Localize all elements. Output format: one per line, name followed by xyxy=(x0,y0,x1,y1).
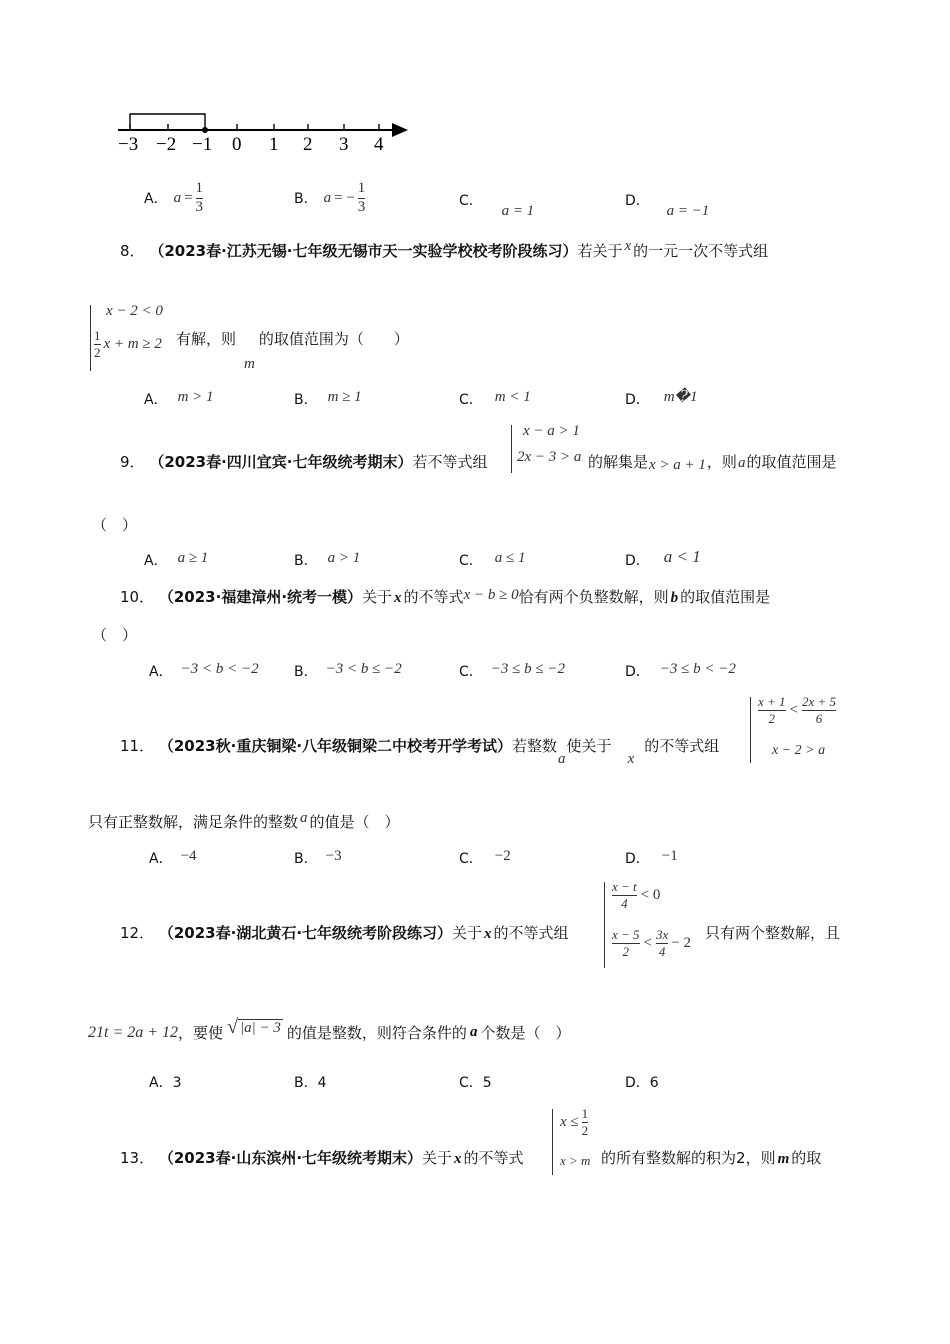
frac-den: 4 xyxy=(658,943,666,959)
q12-stem xyxy=(120,922,569,943)
stem-text: 若关于 xyxy=(577,242,623,260)
stem-text: 的不等式 xyxy=(463,1149,524,1167)
option-expr: m < 1 xyxy=(494,389,531,405)
q12-option-b[interactable] xyxy=(294,1072,327,1092)
option-expr: a > 1 xyxy=(327,550,361,566)
q11-option-a[interactable] xyxy=(149,848,197,868)
q10-option-b[interactable] xyxy=(294,661,402,681)
tick-label: 2 xyxy=(303,134,313,155)
stem-text: ，要使 xyxy=(178,1024,224,1042)
option-fraction xyxy=(358,181,366,216)
stem-text: 关于 xyxy=(362,588,393,606)
answer-paren: （ ） xyxy=(92,626,138,644)
option-expr: m > 1 xyxy=(177,389,214,405)
frac-den: 3 xyxy=(195,198,204,215)
frac-num: 1 xyxy=(94,328,101,343)
q8-stem xyxy=(120,240,768,261)
option-expr: −1 xyxy=(661,848,678,864)
option-label: D． xyxy=(625,664,650,680)
q9-stem xyxy=(120,451,488,472)
question-source: （2023春·湖北黄石·七年级统考阶段练习） xyxy=(158,924,453,942)
option-expr: −4 xyxy=(180,848,197,864)
q12-stem-tail: 只有两个整数解，且 xyxy=(705,924,841,942)
system-line: 2x − 3 > a xyxy=(517,449,582,465)
system-line: x ≤ xyxy=(560,1113,579,1130)
stem-text: 的不等式 xyxy=(403,588,464,606)
sqrt-sign: √ xyxy=(227,1015,239,1038)
frac-den: 3 xyxy=(357,198,366,215)
frac-num: 1 xyxy=(195,179,204,196)
option-rel: = xyxy=(184,189,193,206)
option-value: 4 xyxy=(317,1075,327,1091)
frac-num: x − t xyxy=(612,879,637,894)
option-label: C． xyxy=(459,851,483,867)
product-value: 2 xyxy=(736,1149,746,1167)
option-label: B． xyxy=(294,664,318,680)
q13-stem-tail xyxy=(601,1147,821,1168)
option-var: a xyxy=(323,189,332,206)
option-label: A． xyxy=(144,553,168,569)
system-line: x − a > 1 xyxy=(523,423,580,439)
stem-text: 的取值范围是 xyxy=(746,453,837,471)
q7-option-c[interactable] xyxy=(459,190,535,219)
var-a: a xyxy=(469,1024,478,1040)
stem-text: 关于 xyxy=(452,924,483,942)
frac-den: 2 xyxy=(622,943,630,959)
stem-text: 使关于 xyxy=(566,737,612,755)
stem-text: 的取值范围为（ ） xyxy=(258,330,409,348)
q13-system xyxy=(552,1107,602,1177)
stem-text: 有解，则 xyxy=(176,330,237,348)
q12-option-a[interactable] xyxy=(149,1072,182,1092)
system-line: x + m ≥ 2 xyxy=(103,335,162,352)
option-expr: −3 < b ≤ −2 xyxy=(325,661,402,677)
system-line: x − 2 > a xyxy=(772,743,826,758)
stem-text: 的不等式组 xyxy=(644,737,720,755)
q11-option-b[interactable] xyxy=(294,848,342,868)
question-source: （2023春·四川宜宾·七年级统考期末） xyxy=(149,453,413,471)
option-label: C． xyxy=(459,553,483,569)
tick-label: 0 xyxy=(232,134,242,155)
q9-option-a[interactable] xyxy=(144,550,208,570)
stem-text: 恰有两个负整数解，则 xyxy=(518,588,669,606)
stem-text: 若整数 xyxy=(512,737,558,755)
var-m: m xyxy=(777,1151,790,1167)
var-a: a xyxy=(737,455,746,471)
option-expr: −2 xyxy=(494,848,511,864)
q7-option-b[interactable] xyxy=(294,178,365,218)
q8-after-system xyxy=(176,328,409,372)
q11-system xyxy=(750,695,860,765)
option-expr: a < 1 xyxy=(663,547,701,566)
system-rel: < xyxy=(789,701,799,718)
system-fraction xyxy=(802,695,836,725)
var-x: x xyxy=(394,590,402,606)
q11-stem xyxy=(120,735,720,767)
frac-num: x + 1 xyxy=(758,694,786,709)
var-x: x xyxy=(484,926,492,942)
option-label: D． xyxy=(625,193,650,209)
var-a: a xyxy=(300,810,308,826)
option-label: A． xyxy=(144,392,168,408)
tick-label: −3 xyxy=(118,134,139,155)
stem-text: 个数是（ ） xyxy=(480,1024,571,1042)
system-fraction xyxy=(94,329,101,359)
question-number: 13． xyxy=(120,1149,155,1167)
q8-system xyxy=(90,303,180,373)
var-x: x xyxy=(624,238,632,254)
tick-label: 4 xyxy=(374,134,384,155)
stem-text: 若不等式组 xyxy=(412,453,488,471)
option-label: B． xyxy=(294,553,318,569)
stem-text: 的不等式组 xyxy=(493,924,569,942)
frac-den: 6 xyxy=(815,710,823,726)
option-label: D． xyxy=(625,553,650,569)
var-x: x xyxy=(454,1151,462,1167)
option-label: C． xyxy=(459,664,483,680)
q9-system xyxy=(511,423,591,475)
stem-text: 的值是（ ） xyxy=(309,813,400,831)
option-expr: m�1 xyxy=(663,389,698,405)
var-a: a xyxy=(558,751,566,767)
tick-label: −1 xyxy=(192,134,213,155)
option-expr: −3 ≤ b < −2 xyxy=(659,661,736,677)
q13-stem xyxy=(120,1147,524,1168)
question-source: （2023秋·重庆铜梁·八年级铜梁二中校考开学考试） xyxy=(158,737,513,755)
option-var: a xyxy=(173,189,182,206)
q9-stem-tail xyxy=(588,451,836,472)
q10-option-c[interactable] xyxy=(459,661,565,681)
q10-option-d[interactable] xyxy=(625,661,736,681)
option-expr: a = 1 xyxy=(501,203,535,219)
q11-option-c[interactable] xyxy=(459,848,511,868)
q11-line2 xyxy=(88,811,400,832)
q11-option-d[interactable] xyxy=(625,848,678,868)
option-value: 6 xyxy=(649,1075,659,1091)
option-label: C． xyxy=(459,1075,483,1091)
answer-paren: （ ） xyxy=(92,516,138,534)
option-label: A． xyxy=(149,664,173,680)
frac-num: 1 xyxy=(581,1106,589,1121)
option-label: C． xyxy=(459,392,483,408)
q12-option-d[interactable] xyxy=(625,1072,659,1092)
option-expr: a ≥ 1 xyxy=(177,550,209,566)
q12-option-c[interactable] xyxy=(459,1072,492,1092)
option-fraction xyxy=(196,181,204,216)
frac-num: 3x xyxy=(656,927,669,942)
stem-text: 的所有整数解的积为 xyxy=(601,1149,737,1167)
q8-option-d[interactable] xyxy=(625,389,698,409)
question-number: 12． xyxy=(120,924,155,942)
system-rel: < xyxy=(643,934,653,951)
stem-text: ，则 xyxy=(706,453,737,471)
q9-option-b[interactable] xyxy=(294,550,360,570)
frac-num: 1 xyxy=(357,179,366,196)
solution-expr: x > a + 1 xyxy=(649,457,706,473)
option-label: D． xyxy=(625,392,650,408)
system-fraction xyxy=(612,880,637,910)
stem-text: 的一元一次不等式组 xyxy=(633,242,769,260)
sqrt-expression xyxy=(227,1017,283,1037)
stem-text: 的取 xyxy=(791,1149,822,1167)
option-expr: −3 xyxy=(325,848,342,864)
q9-option-d[interactable] xyxy=(625,547,701,570)
stem-text: 的值是整数，则符合条件的 xyxy=(286,1024,467,1042)
frac-num: x − 5 xyxy=(612,927,640,942)
stem-text: 的解集是 xyxy=(588,453,649,471)
option-label: D． xyxy=(625,1075,650,1091)
question-source: （2023春·江苏无锡·七年级无锡市天一实验学校校考阶段练习） xyxy=(149,242,578,260)
frac-den: 4 xyxy=(621,895,628,911)
option-label: B． xyxy=(294,851,318,867)
question-source: （2023·福建漳州·统考一模） xyxy=(158,588,363,606)
system-rel: < 0 xyxy=(640,886,661,903)
option-label: A． xyxy=(149,1075,173,1091)
q8-option-c[interactable] xyxy=(459,389,531,409)
var-b: b xyxy=(670,590,679,606)
stem-text: 关于 xyxy=(422,1149,453,1167)
option-label: B． xyxy=(294,1075,318,1091)
question-number: 11． xyxy=(120,737,155,755)
frac-den: 2 xyxy=(581,1122,589,1138)
option-expr: a ≤ 1 xyxy=(494,550,526,566)
q7-option-d[interactable] xyxy=(625,190,710,219)
question-number: 10． xyxy=(120,588,155,606)
q8-option-a[interactable] xyxy=(144,389,214,409)
tick-label: 3 xyxy=(339,134,349,155)
option-expr: m ≥ 1 xyxy=(327,389,362,405)
system-fraction xyxy=(612,928,640,958)
option-expr: a = −1 xyxy=(666,203,710,219)
q10-stem xyxy=(120,586,770,607)
question-number: 8． xyxy=(120,242,145,260)
q12-system xyxy=(604,880,708,970)
sqrt-body: |a| − 3 xyxy=(240,1019,281,1036)
var-m: m xyxy=(244,356,255,372)
option-label: A． xyxy=(144,191,168,207)
option-label: D． xyxy=(625,851,650,867)
q8-option-b[interactable] xyxy=(294,389,362,409)
tick-label: 1 xyxy=(269,134,279,155)
var-x: x xyxy=(627,751,635,767)
option-value: 3 xyxy=(172,1075,182,1091)
q9-option-c[interactable] xyxy=(459,550,526,570)
stem-text: 只有正整数解，满足条件的整数 xyxy=(88,813,299,831)
system-line: x − 2 < 0 xyxy=(106,303,163,319)
equation-expr: 21t = 2a + 12 xyxy=(88,1023,179,1041)
system-line: x > m xyxy=(560,1153,591,1168)
question-source: （2023春·山东滨州·七年级统考期末） xyxy=(158,1149,423,1167)
frac-num: 2x + 5 xyxy=(802,694,837,709)
option-value: 5 xyxy=(482,1075,492,1091)
option-label: B． xyxy=(294,191,318,207)
inequality-expr: x − b ≥ 0 xyxy=(463,587,519,603)
option-label: C． xyxy=(459,193,483,209)
option-rel: = − xyxy=(334,189,355,206)
frac-den: 2 xyxy=(94,344,101,360)
frac-den: 2 xyxy=(768,710,776,726)
tick-label: −2 xyxy=(156,134,177,155)
system-fraction xyxy=(582,1107,589,1137)
q12-line2 xyxy=(88,1015,571,1043)
system-fraction xyxy=(656,928,668,958)
option-expr: −3 ≤ b ≤ −2 xyxy=(490,661,565,677)
option-expr: −3 < b < −2 xyxy=(180,661,259,677)
stem-text: 的取值范围是 xyxy=(680,588,771,606)
system-rest: − 2 xyxy=(671,934,692,951)
option-label: A． xyxy=(149,851,173,867)
option-label: B． xyxy=(294,392,318,408)
question-number: 9． xyxy=(120,453,145,471)
q7-option-a[interactable] xyxy=(144,178,203,218)
q10-option-a[interactable] xyxy=(149,661,259,681)
system-fraction xyxy=(758,695,786,725)
stem-text: ，则 xyxy=(745,1149,776,1167)
